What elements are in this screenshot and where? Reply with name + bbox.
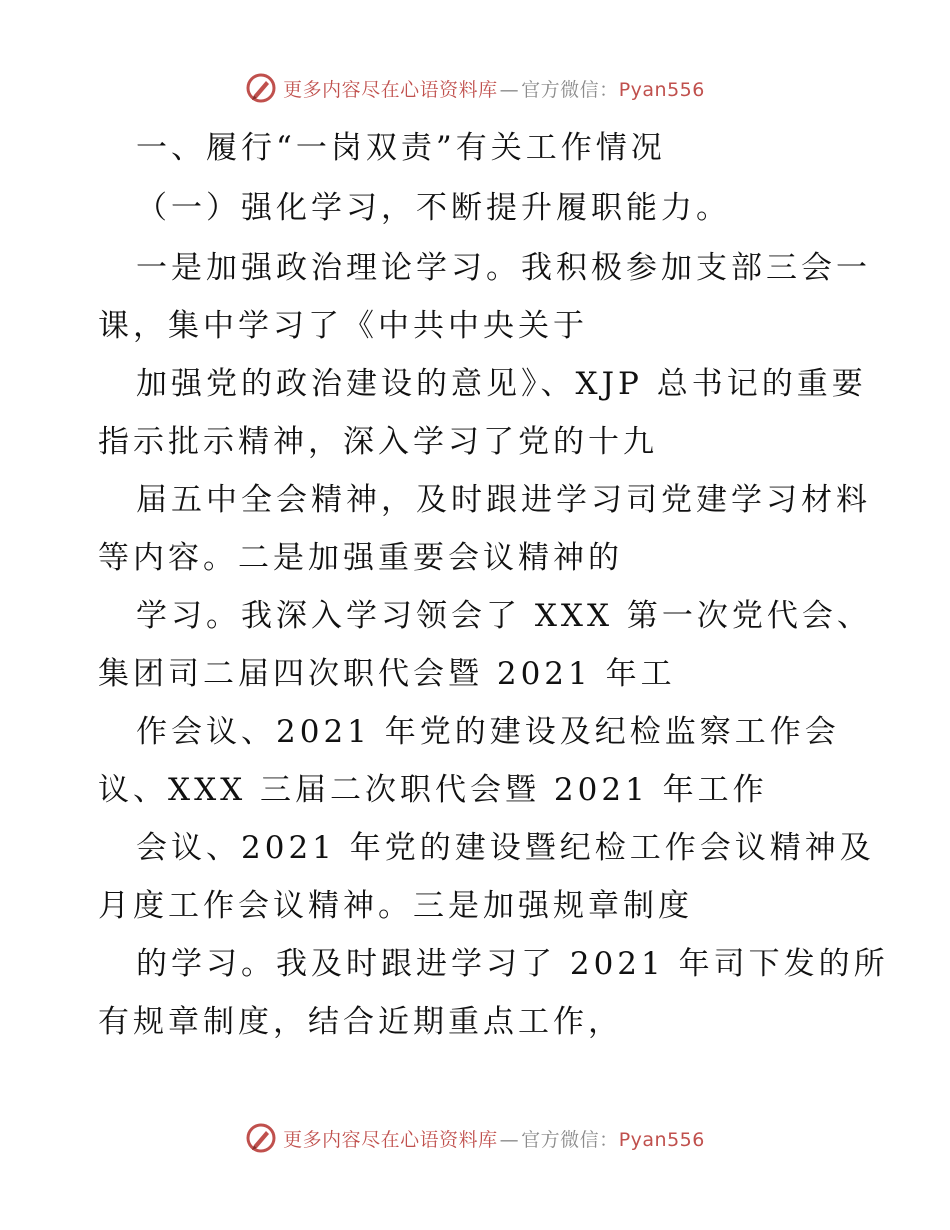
paragraph-line: 会议、2021 年党的建设暨纪检工作会议精神及 bbox=[136, 830, 875, 866]
watermark-id: Pyan556 bbox=[618, 1128, 705, 1151]
watermark-dash: — bbox=[499, 78, 520, 101]
footer-watermark bbox=[0, 1122, 950, 1154]
paragraph-line: 学习。我深入学习领会了 XXX 第一次党代会、 bbox=[136, 598, 872, 634]
pen-logo-icon bbox=[245, 1122, 277, 1154]
paragraph-line: 月度工作会议精神。三是加强规章制度 bbox=[98, 888, 693, 924]
paragraph-line: 等内容。二是加强重要会议精神的 bbox=[98, 540, 623, 576]
paragraph-line: 作会议、2021 年党的建设及纪检监察工作会 bbox=[136, 714, 840, 750]
paragraph-line: 一是加强政治理论学习。我积极参加支部三会一 bbox=[136, 250, 871, 286]
paragraph-line: 课，集中学习了《中共中央关于 bbox=[98, 308, 588, 344]
paragraph-line: 有规章制度，结合近期重点工作， bbox=[98, 1004, 623, 1040]
paragraph-line: 议、XXX 三届二次职代会暨 2021 年工作 bbox=[98, 772, 768, 808]
watermark-brand: 更多内容尽在心语资料库 bbox=[283, 78, 498, 101]
pen-logo-icon bbox=[245, 72, 277, 104]
paragraph-line: 的学习。我及时跟进学习了 2021 年司下发的所 bbox=[136, 946, 889, 982]
watermark-brand: 更多内容尽在心语资料库 bbox=[283, 1128, 498, 1151]
heading-2: （一）强化学习，不断提升履职能力。 bbox=[136, 190, 731, 226]
watermark-label: 官方微信： bbox=[521, 78, 619, 101]
paragraph-line: 集团司二届四次职代会暨 2021 年工 bbox=[98, 656, 676, 692]
paragraph-line: 指示批示精神，深入学习了党的十九 bbox=[98, 424, 658, 460]
paragraph-line: 加强党的政治建设的意见》、XJP 总书记的重要 bbox=[136, 366, 867, 402]
paragraph-line: 届五中全会精神，及时跟进学习司党建学习材料 bbox=[136, 482, 871, 518]
heading-1: 一、履行“一岗双责”有关工作情况 bbox=[136, 130, 666, 166]
watermark-label: 官方微信： bbox=[521, 1128, 619, 1151]
watermark-dash: — bbox=[499, 1128, 520, 1151]
watermark-text bbox=[283, 1125, 705, 1152]
header-watermark bbox=[0, 72, 950, 104]
watermark-text bbox=[283, 75, 705, 102]
watermark-id: Pyan556 bbox=[618, 78, 705, 101]
